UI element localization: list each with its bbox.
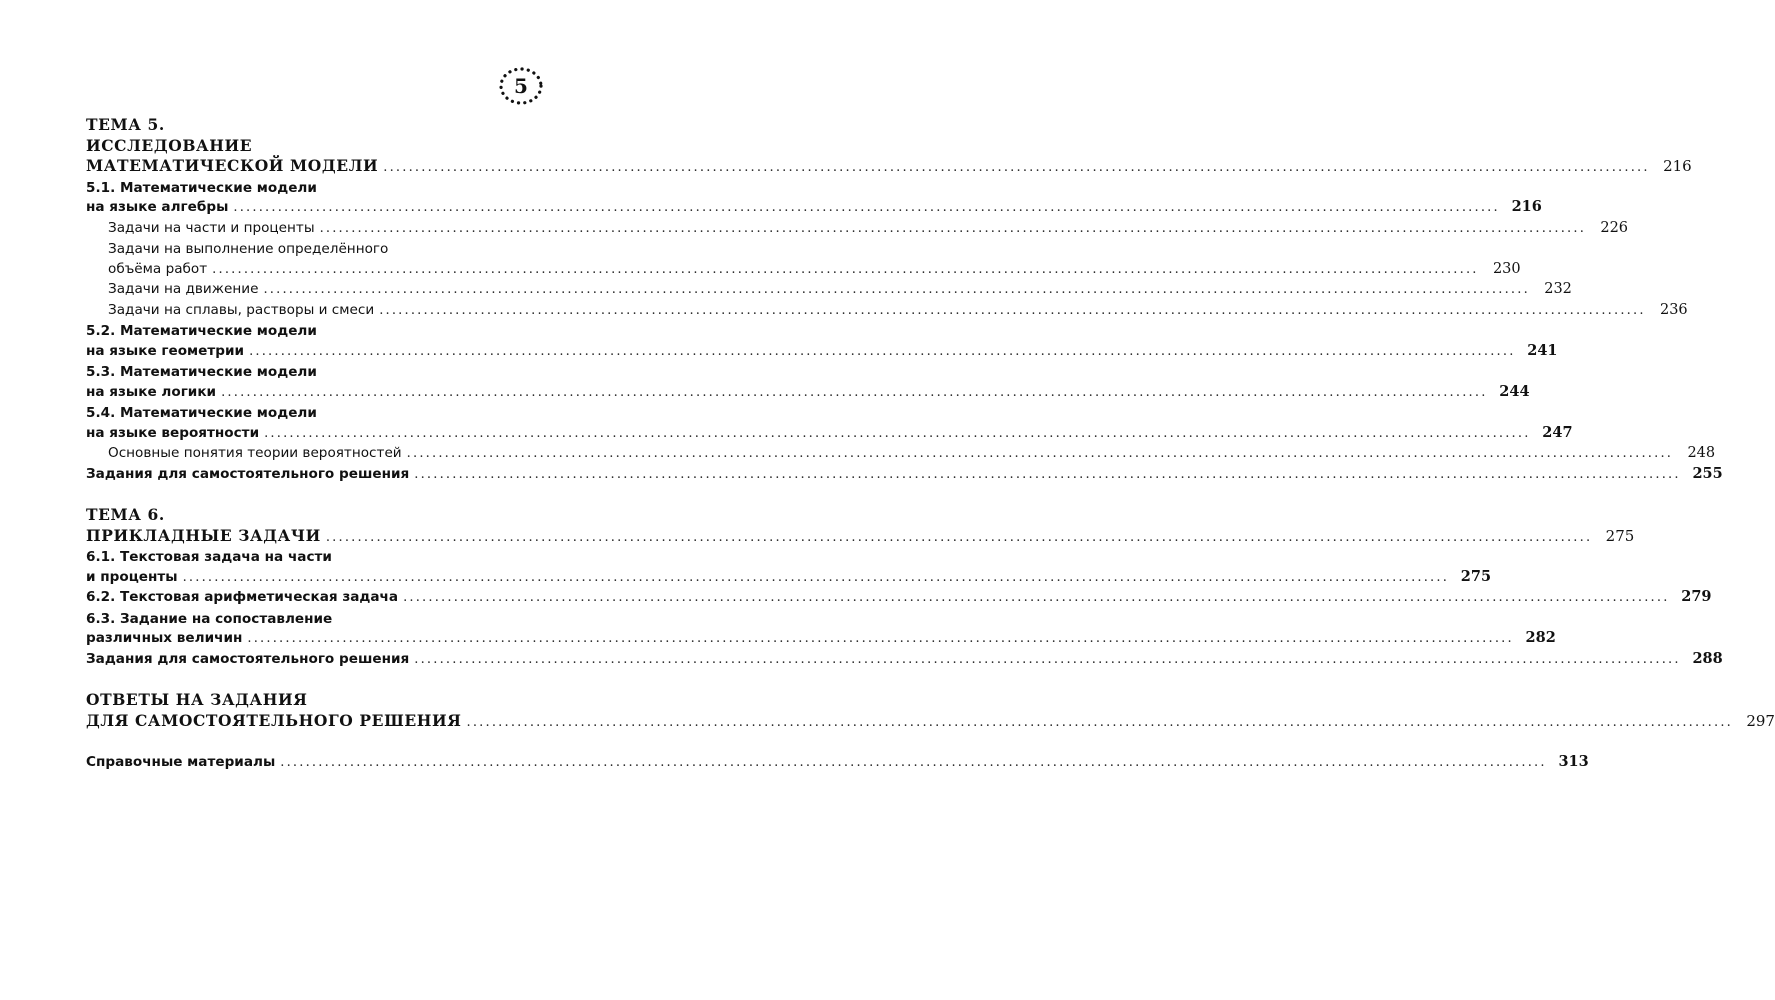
dot-leader: ........................................................................................................................................................................................................ (325, 529, 1593, 545)
toc-entry-section (86, 341, 1558, 362)
toc-entry-page: 275 (1605, 526, 1635, 545)
toc-spacer (86, 484, 524, 505)
toc-entry-title: Задачи на части и проценты (108, 219, 315, 236)
toc-entry-page: 216 (1511, 198, 1542, 215)
toc-entry-page: 275 (1460, 567, 1492, 585)
toc-entry-heading (86, 136, 524, 157)
toc-entry-title: 5.1. Математические модели (86, 179, 317, 196)
toc-entry-title: Справочные материалы (86, 754, 276, 770)
toc-entry-section (86, 320, 524, 341)
toc-entry-page: 236 (1659, 301, 1688, 318)
toc-entry-title: Задачи на движение (108, 281, 259, 297)
toc-entry-section (86, 197, 1542, 218)
toc-entry-title: ДЛЯ САМОСТОЯТЕЛЬНОГО РЕШЕНИЯ (86, 710, 462, 730)
toc-entry-title: 6.1. Текстовая задача на части (86, 549, 332, 565)
toc-entry-section (86, 423, 1573, 444)
toc-entry-section (86, 752, 1589, 773)
toc-entry-title: Задачи на выполнение определённого (108, 241, 389, 257)
toc-entry-page: 288 (1692, 649, 1723, 667)
toc-entry-title: 6.3. Задание на сопоставление (86, 610, 333, 627)
toc-entry-item (86, 238, 524, 259)
toc-entry-section (86, 567, 1492, 588)
toc-entry-page: 241 (1527, 341, 1558, 359)
toc-entry-section (86, 464, 1723, 485)
toc-entry-title: 5.4. Математические модели (86, 405, 317, 421)
toc-entry-title: 5.3. Математические модели (86, 364, 317, 380)
toc-entry-title: 5.2. Математические модели (86, 323, 317, 339)
toc-entry-title: на языке алгебры (86, 199, 229, 215)
toc-entry-page: 279 (1681, 588, 1712, 605)
toc-entry-item (86, 259, 1521, 280)
toc-spacer (86, 731, 524, 752)
dot-leader: ........................................................................................................................................................................................................ (383, 160, 1650, 175)
toc-entry-section (86, 402, 524, 423)
dot-leader: ........................................................................................................................................................................................................ (247, 631, 1514, 646)
toc-entry-title: Задания для самостоятельного решения (86, 465, 410, 482)
toc-entry-page: 282 (1525, 629, 1556, 646)
toc-entry-title: МАТЕМАТИЧЕСКОЙ МОДЕЛИ (86, 156, 379, 175)
toc-entry-section (86, 382, 1530, 403)
toc-entry-title: на языке вероятности (86, 424, 260, 441)
dot-leader: ........................................................................................................................................................................................................ (280, 755, 1547, 770)
toc-entry-section (86, 361, 524, 382)
dot-leader: ........................................................................................................................................................................................................ (403, 590, 1670, 605)
toc-entry-heading (86, 710, 1775, 732)
toc-entry-page: 232 (1544, 281, 1572, 297)
toc-entry-section (86, 628, 1556, 649)
dot-leader: ........................................................................................................................................................................................................ (379, 302, 1646, 318)
toc-entry-title: ТЕМА 5. (86, 115, 165, 134)
toc-entry-page: 255 (1692, 464, 1723, 482)
dot-leader: ........................................................................................................................................................................................................ (414, 466, 1681, 482)
toc-entry-section (86, 546, 524, 567)
toc-entry-title: на языке геометрии (86, 342, 245, 359)
toc-entry-section (86, 649, 1723, 670)
toc-entry-item (86, 279, 1572, 300)
toc-entry-title: различных величин (86, 630, 243, 646)
toc-entry-title: ТЕМА 6. (86, 505, 165, 524)
toc-entry-title: Задания для самостоятельного решения (86, 650, 410, 667)
toc-entry-item (86, 300, 1688, 321)
toc-entry-title: и проценты (86, 568, 178, 585)
dot-leader: ........................................................................................................................................................................................................ (233, 200, 1500, 215)
dot-leader: ........................................................................................................................................................................................................ (212, 261, 1479, 277)
dot-leader: ........................................................................................................................................................................................................ (466, 714, 1733, 730)
toc-entry-heading (86, 156, 1692, 177)
toc-entry-section (86, 608, 524, 629)
dot-leader: ........................................................................................................................................................................................................ (264, 425, 1531, 441)
table-of-contents (86, 115, 1775, 773)
toc-entry-title: Задачи на сплавы, растворы и смеси (108, 301, 375, 318)
toc-entry-title: ИССЛЕДОВАНИЕ (86, 135, 253, 155)
toc-entry-page: 244 (1499, 382, 1530, 400)
dot-leader: ........................................................................................................................................................................................................ (182, 569, 1450, 585)
toc-entry-heading (86, 505, 524, 526)
toc-entry-heading (86, 690, 524, 711)
toc-entry-title: 6.2. Текстовая арифметическая задача (86, 589, 399, 605)
toc-entry-page: 226 (1600, 219, 1629, 236)
dot-leader: ........................................................................................................................................................................................................ (406, 446, 1674, 461)
toc-entry-title: объёма работ (108, 260, 208, 277)
toc-entry-section (86, 587, 1712, 608)
toc-entry-page: 313 (1558, 753, 1589, 770)
toc-entry-page: 230 (1492, 260, 1521, 277)
toc-entry-title: ПРИКЛАДНЫЕ ЗАДАЧИ (86, 525, 321, 545)
dot-leader: ........................................................................................................................................................................................................ (414, 651, 1681, 667)
toc-entry-page: 297 (1746, 711, 1775, 730)
dot-leader: ........................................................................................................................................................................................................ (221, 384, 1488, 400)
toc-entry-title: Основные понятия теории вероятностей (108, 445, 402, 461)
dot-leader: ........................................................................................................................................................................................................ (319, 220, 1587, 236)
toc-entry-page: 247 (1542, 423, 1573, 441)
toc-entry-title: ОТВЕТЫ НА ЗАДАНИЯ (86, 690, 308, 709)
toc-entry-heading (86, 115, 524, 136)
page-number: 5 (514, 74, 528, 98)
page-number-badge (497, 64, 545, 108)
toc-entry-page: 248 (1687, 445, 1716, 461)
toc-entry-item (86, 443, 1716, 464)
toc-entry-heading (86, 525, 1635, 547)
toc-entry-section (86, 177, 524, 198)
toc-spacer (86, 669, 524, 690)
toc-entry-title: на языке логики (86, 383, 217, 400)
toc-entry-item (86, 218, 1629, 239)
dot-leader: ........................................................................................................................................................................................................ (249, 343, 1516, 359)
dot-leader: ........................................................................................................................................................................................................ (263, 282, 1530, 297)
toc-entry-page: 216 (1663, 157, 1692, 175)
